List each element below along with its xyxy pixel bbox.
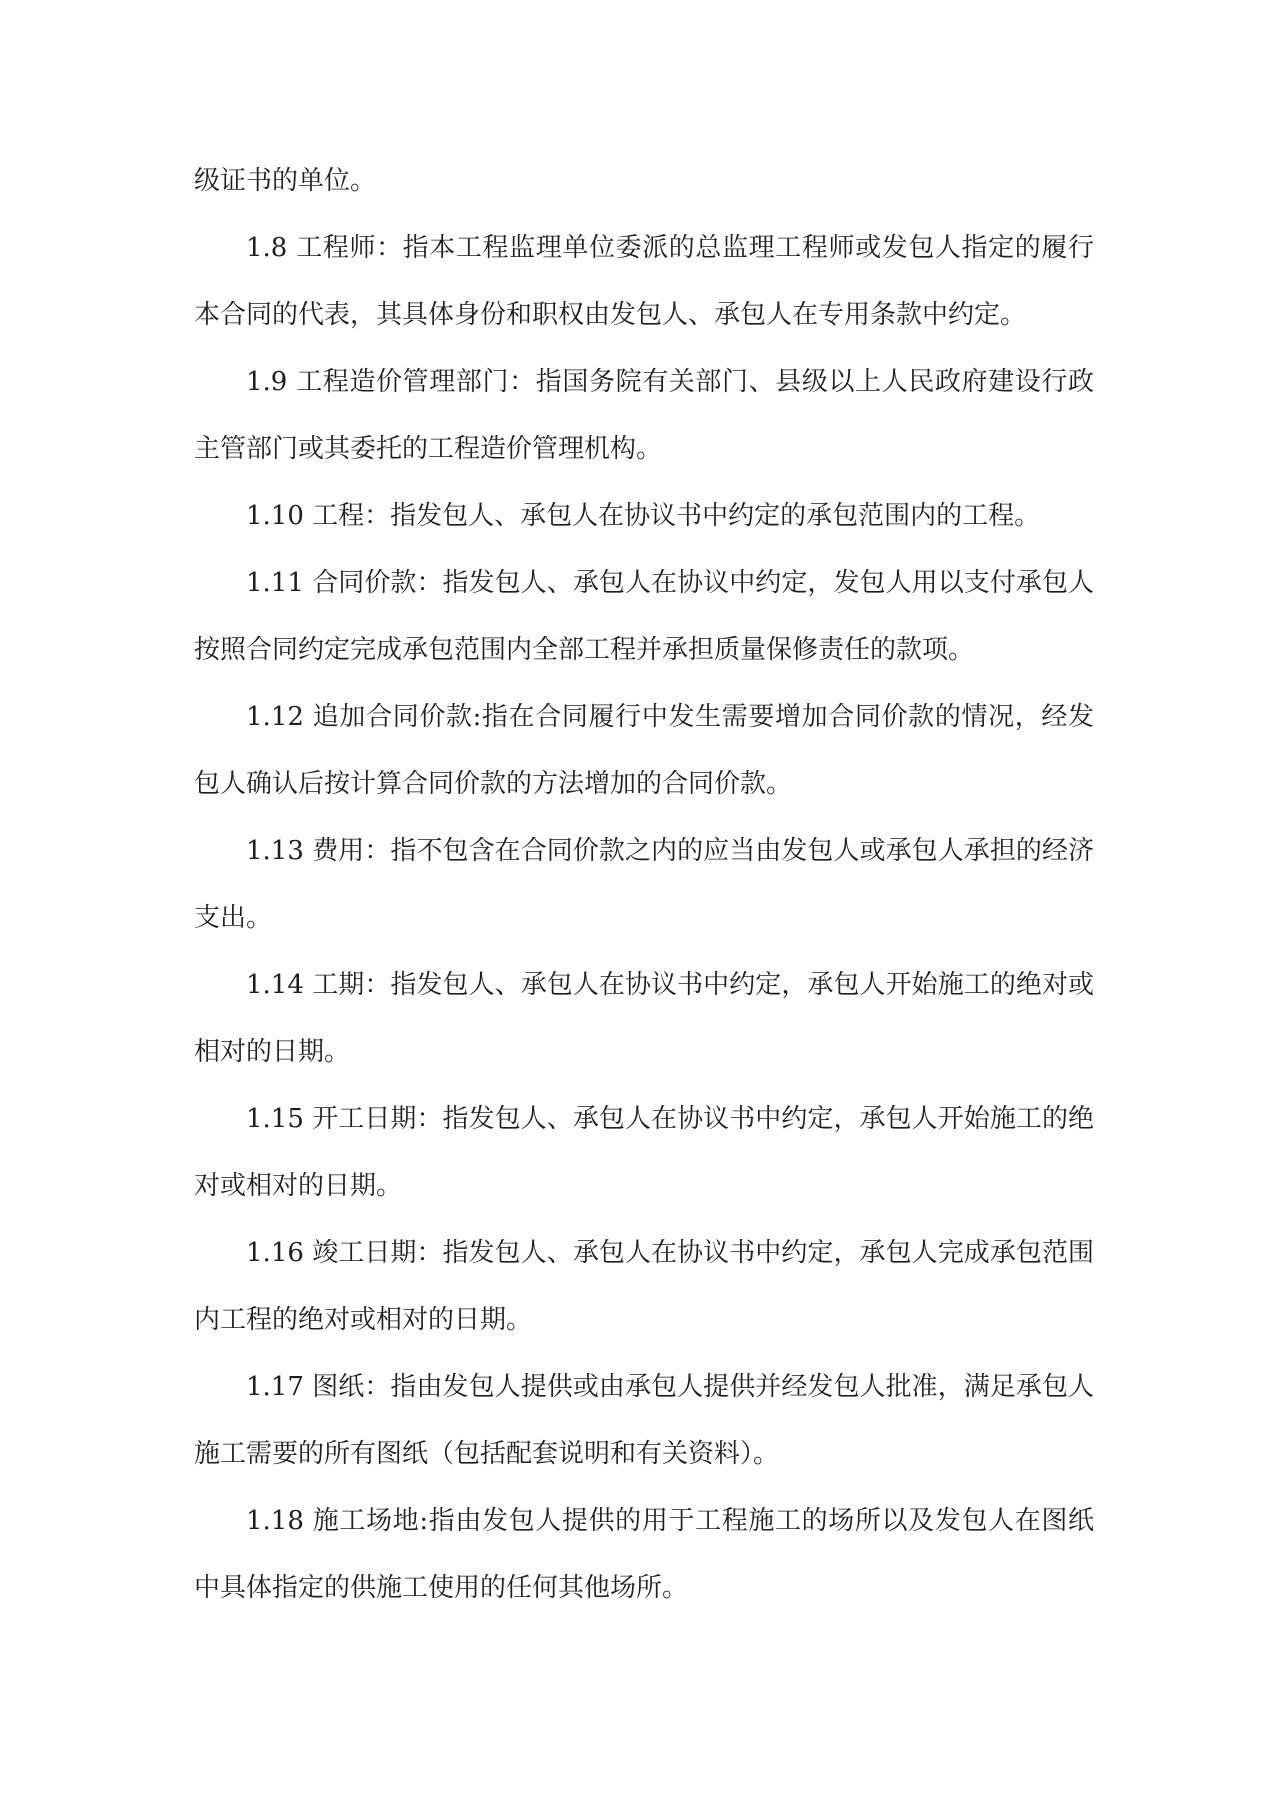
paragraph-1-12-additional-contract-price: 1.12 追加合同价款:指在合同履行中发生需要增加合同价款的情况，经发包人确认后按计算合同价款的方法增加的合同价款。 (194, 702, 1094, 799)
paragraph-1-10-project: 1.10 工程：指发包人、承包人在协议书中约定的承包范围内的工程。 (246, 501, 1041, 531)
document-body (194, 148, 1094, 1622)
paragraph-1-17-drawings: 1.17 图纸：指由发包人提供或由承包人提供并经发包人批准，满足承包人施工需要的所有图纸（包括配套说明和有关资料）。 (194, 1372, 1094, 1469)
paragraph-continuation: 级证书的单位。 (194, 166, 377, 196)
paragraph-1-14-construction-period: 1.14 工期：指发包人、承包人在协议书中约定，承包人开始施工的绝对或相对的日期。 (194, 970, 1094, 1067)
paragraph-1-15-start-date: 1.15 开工日期：指发包人、承包人在协议书中约定，承包人开始施工的绝对或相对的日期。 (194, 1104, 1094, 1201)
paragraph-1-9-cost-management-department: 1.9 工程造价管理部门：指国务院有关部门、县级以上人民政府建设行政主管部门或其委托的工程造价管理机构。 (194, 367, 1094, 464)
paragraph-1-8-engineer: 1.8 工程师：指本工程监理单位委派的总监理工程师或发包人指定的履行本合同的代表，其具体身份和职权由发包人、承包人在专用条款中约定。 (194, 233, 1094, 330)
paragraph-1-16-completion-date: 1.16 竣工日期：指发包人、承包人在协议书中约定，承包人完成承包范围内工程的绝对或相对的日期。 (194, 1238, 1094, 1335)
paragraph-1-18-construction-site: 1.18 施工场地:指由发包人提供的用于工程施工的场所以及发包人在图纸中具体指定的供施工使用的任何其他场所。 (194, 1506, 1094, 1603)
paragraph-1-11-contract-price: 1.11 合同价款：指发包人、承包人在协议中约定，发包人用以支付承包人按照合同约定完成承包范围内全部工程并承担质量保修责任的款项。 (194, 568, 1094, 665)
paragraph-1-13-expenses: 1.13 费用：指不包含在合同价款之内的应当由发包人或承包人承担的经济支出。 (194, 836, 1094, 933)
